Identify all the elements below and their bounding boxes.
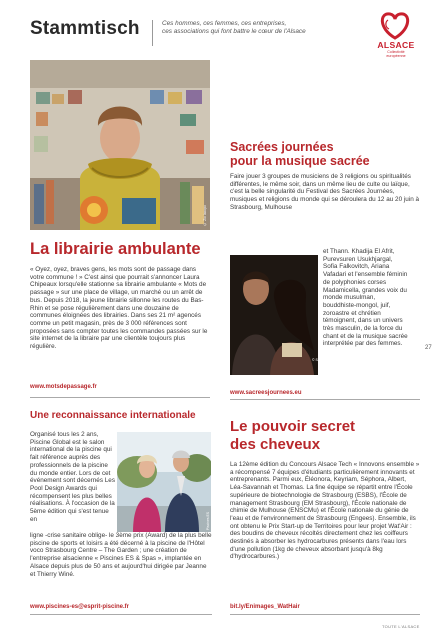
pouvoir-rule [230, 614, 420, 615]
pouvoir-heading-line-2: des cheveux [230, 436, 321, 453]
page-title: Stammtisch [30, 18, 140, 39]
footer-label: TOUTE L'ALSACE [382, 624, 420, 629]
librairie-link[interactable]: www.motsdepassage.fr [30, 384, 97, 390]
reconnaissance-body-bottom: ligne -crise sanitaire oblige- le 3ème prix (Award) de la plus belle piscine de sports et loisirs a été décerné à la piscine de l'Hôtel voco Strasbourg Centre – The Garden ; une création de l'entreprise alsacienne « Piscines ES & Spas », implantée en Alsace depuis plus de 50 ans et aujourd'hui dirigée par Jeanne et Thierry Winé. [30, 532, 212, 578]
logo-sub-line-1: Collectivité [387, 50, 405, 54]
librairie-heading: La librairie ambulante [30, 240, 201, 258]
sacrees-photo [230, 255, 318, 375]
pouvoir-body: La 12ème édition du Concours Alsace Tech « Innovons ensemble » a récompensé 7 équipes d'étudiants particulièrement innovants et entreprenants. Parmi eux, Éléonora, Keyriam, Séphora, Albert, Léa-Savannah et Thomas. La fine équipe se répartit entre l'École supérieure de biotechnologie de Strasbourg (ESBS), l'École de management Strasbourg (EM Strasbourg), l'École nationale de chimie de Mulhouse (ENSCMu) et l'École nationale du génie de l'eau et de l'environnement de Strasbourg (Engees). Ensemble, ils ont obtenu le Prix Start-up de Territoires pour leur projet Wat'Air : des boudins de cheveux récoltés directement chez les coiffeurs destinés à absorber les hydrocarbures présents dans l'eau lors d'une pollution (1kg de cheveux absorbant jusqu'à 8kg d'hydrocarbures.) [230, 461, 420, 561]
page-number: 27 [425, 345, 432, 351]
sacrees-photo-credit: © Sacrées Journées [312, 358, 343, 362]
singers-illustration [230, 255, 318, 375]
sacrees-body-top: Faire jouer 3 groupes de musiciens de 3 religions ou spiritualités différentes, le même soir, dans un même lieu de culte ou laïque, c'est la belle singularité du Festival des Sacrées Journées, musiques et religions du monde qui se déroulera du 12 au 20 juin à Strasbourg, Mulhouse [230, 173, 420, 211]
sacrees-rule [230, 399, 420, 400]
librairie-photo-credit: © Zio Iacopo [203, 205, 207, 226]
sacrees-body-side: et Thann. Khadija El Afrit, Purevsuren Usukhjargal, Sofia Falkovitch, Ariana Vafadari et l'ensemble féminin de polyphonies corses Madamicella, grandes voix du monde musulman, bouddhiste-mongol, juif, zoroastre et chrétien témoignent, dans un univers très masculin, de la force du chant et de la musique sacrée interprétée par des femmes. [323, 248, 408, 348]
pouvoir-heading-line-1: Le pouvoir secret [230, 418, 356, 435]
librairie-photo [30, 60, 210, 230]
librairie-body: « Oyez, oyez, braves gens, les mots sont de passage dans votre commune ! » C'est ainsi que pourrait s'annoncer Laura Chipeaux lorsqu'elle stationne sa librairie ambulante « Mots de passage » sur une place de village, un marché ou un arrêt de bus. Depuis 2018, la jeune librairie sillonne les routes du Bas-Rhin et se pose régulièrement dans une douzaine de communes éloignées des librairies. Dans ses 21 m² agencés comme un petit magasin, près de 3 000 références sont proposées sans compter toutes les commandes passées sur le site internet de la libraire par une clientèle toujours plus régulière. [30, 266, 208, 351]
logo-sub-line-2: européenne [386, 54, 406, 59]
reconnaissance-heading: Une reconnaissance internationale [30, 410, 196, 421]
tagline-line-2: ces associations qui font battre le cœur de l'Alsace [162, 28, 306, 36]
logo-subtitle [370, 50, 422, 58]
pouvoir-link[interactable]: bit.ly/Enimages_WatHair [230, 604, 300, 610]
reconnaissance-photo-credit: © Piscines ES [206, 512, 210, 536]
tagline-line-1: Ces hommes, ces femmes, ces entreprises, [162, 20, 287, 27]
sacrees-heading [230, 140, 420, 168]
reconnaissance-rule [30, 614, 212, 615]
pouvoir-heading [230, 418, 420, 454]
header-divider [152, 20, 153, 46]
award-couple-illustration [117, 432, 211, 532]
logo-wordmark: ALSACE [377, 40, 415, 50]
sacrees-link[interactable]: www.sacreesjournees.eu [230, 390, 302, 396]
librairie-rule [30, 397, 210, 398]
reconnaissance-body-side: Organisé tous les 2 ans, Piscine Global est le salon international de la piscine qui fait référence auprès des professionnels de la piscine du monde entier. Lors de cet événement sont décernés Les Pool Design Awards qui récompensent les plus belles réalisations. À l'occasion de la 5ème édition qui s'est tenue en [30, 431, 115, 523]
bookseller-illustration [30, 60, 210, 230]
reconnaissance-link[interactable]: www.piscines-es@esprit-piscine.fr [30, 604, 129, 610]
header-tagline [162, 20, 342, 37]
reconnaissance-photo [117, 432, 211, 532]
sacrees-heading-line-1: Sacrées journées [230, 140, 334, 154]
sacrees-heading-line-2: pour la musique sacrée [230, 154, 370, 168]
